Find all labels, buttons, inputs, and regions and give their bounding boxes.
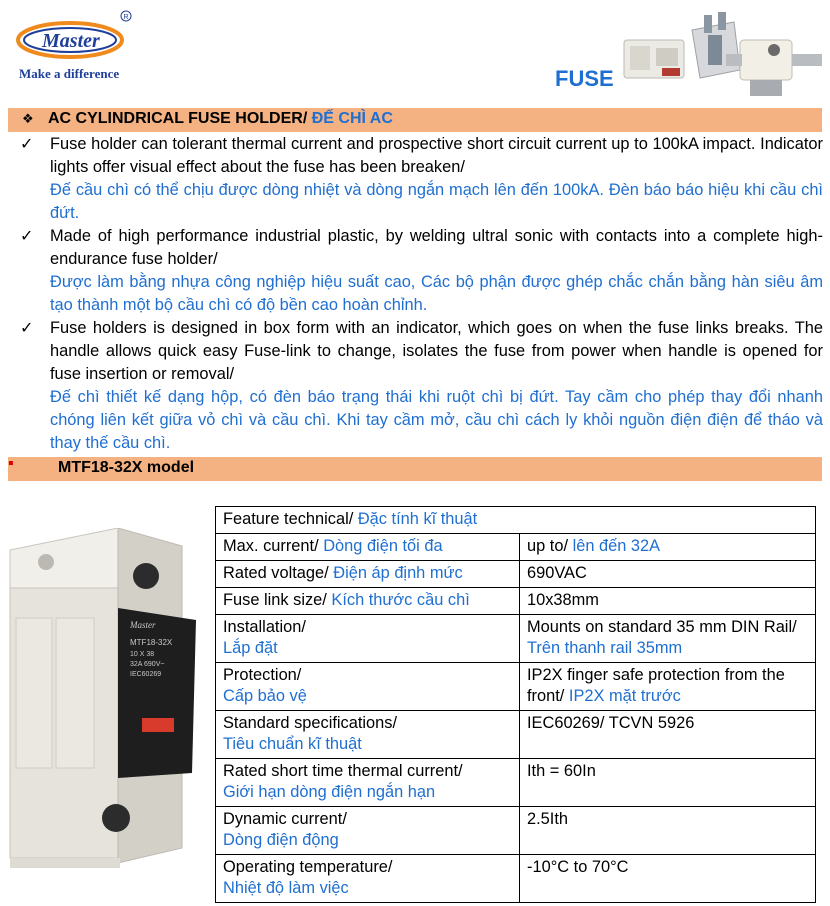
spec-label: [216, 711, 520, 759]
section-title: [48, 110, 393, 128]
fuse-holder-image: [6, 528, 198, 870]
spec-label: [216, 855, 520, 903]
spec-label: [216, 759, 520, 807]
spec-value: [520, 588, 816, 615]
logo-registered-mark: R: [123, 14, 129, 21]
label-en: Max. current/: [223, 537, 324, 555]
feature-text-en: Fuse holder can tolerant thermal current and prospective short circuit current up to 100kA impact. Indicator lights offer visual effect about the fuse has been breaken/: [50, 135, 823, 176]
value-en: Mounts on standard 35 mm DIN Rail/: [527, 618, 797, 636]
category-title: FUSE: [555, 66, 614, 91]
header-vn: Đặc tính kĩ thuật: [357, 510, 478, 528]
spec-value: [520, 615, 816, 663]
value-en: up to/: [527, 537, 573, 555]
value-en: 690VAC: [527, 564, 587, 582]
device-size-label: 10 X 38: [130, 651, 155, 658]
logo-tagline: Make a difference: [19, 66, 120, 81]
value-vn: IP2X mặt trước: [568, 687, 681, 705]
logo-text: Master: [42, 30, 100, 52]
table-row: [216, 711, 816, 759]
label-vn: Điện áp định mức: [333, 564, 463, 582]
table-row: [216, 561, 816, 588]
check-icon: ✓: [20, 136, 34, 153]
table-row: [216, 588, 816, 615]
table-row: [216, 855, 816, 903]
model-header-band: [8, 457, 822, 481]
label-vn: Kích thước cầu chì: [331, 591, 470, 609]
label-en: Standard specifications/: [223, 714, 398, 732]
spec-value: [520, 561, 816, 588]
spec-label: [216, 534, 520, 561]
label-vn: Tiêu chuẩn kĩ thuật: [223, 735, 362, 753]
square-bullet-icon: ▪: [8, 455, 14, 472]
feature-item: [8, 317, 823, 455]
value-en: 10x38mm: [527, 591, 599, 609]
section-header-band: [8, 108, 822, 132]
spec-value: [520, 807, 816, 855]
spec-value: [520, 759, 816, 807]
label-en: Rated voltage/: [223, 564, 334, 582]
table-row: [216, 534, 816, 561]
table-row: [216, 615, 816, 663]
label-en: Protection/: [223, 666, 302, 684]
feature-text-en: Made of high performance industrial plastic, by welding ultral sonic with contacts into a complete high-endurance fuse holder/: [50, 227, 823, 268]
value-vn: Trên thanh rail 35mm: [527, 639, 683, 657]
section-title-en: AC CYLINDRICAL FUSE HOLDER/: [48, 110, 312, 127]
feature-text-vn: Được làm bằng nhựa công nghiệp hiệu suất cao, Các bộ phận được ghép chắc chắn bằng hàn siêu âm tạo thành một bộ cầu chì có độ bền cao hoàn chỉnh.: [50, 273, 823, 314]
table-header-cell: [216, 507, 816, 534]
spec-value: [520, 855, 816, 903]
feature-list: [8, 133, 823, 455]
spec-table: [215, 506, 816, 903]
label-vn: Lắp đặt: [223, 639, 278, 657]
value-en: -10°C to 70°C: [527, 858, 629, 876]
header-en: Feature technical/: [223, 510, 358, 528]
label-vn: Giới hạn dòng điện ngắn hạn: [223, 783, 436, 801]
label-en: Rated short time thermal current/: [223, 762, 463, 780]
label-vn: Dòng điện động: [223, 831, 339, 849]
value-en: IEC60269/ TCVN 5926: [527, 714, 695, 732]
device-rating-label: 32A 690V~: [130, 661, 165, 668]
table-row: [216, 759, 816, 807]
feature-text-vn: Đế cầu chì có thể chịu được dòng nhiệt và dòng ngắn mạch lên đến 100kA. Đèn báo báo hiệu khi cầu chì đứt.: [50, 181, 823, 222]
spec-value: [520, 663, 816, 711]
table-row: [216, 663, 816, 711]
check-icon: ✓: [20, 228, 34, 245]
device-model-label: MTF18-32X: [130, 638, 173, 647]
label-en: Installation/: [223, 618, 306, 636]
diamond-bullet-icon: ❖: [22, 111, 34, 126]
label-en: Fuse link size/: [223, 591, 332, 609]
feature-text-vn: Đế chì thiết kế dạng hộp, có đèn báo trạng thái khi ruột chì bị đứt. Tay cầm cho phép thay đổi nhanh chóng liên kết giữa vỏ chì và cầu chì. Khi tay cầm mở, cầu chì cách ly khỏi nguồn điện điện để tháo và thay thế cầu chì.: [50, 388, 823, 452]
spec-label: [216, 615, 520, 663]
spec-label: [216, 588, 520, 615]
spec-label: [216, 807, 520, 855]
spec-value: [520, 711, 816, 759]
feature-text-en: Fuse holders is designed in box form with an indicator, which goes on when the fuse links breaks. The handle allows quick easy Fuse-link to change, isolates the fuse from power when handle is opened for fuse insertion or removal/: [50, 319, 823, 383]
model-title: MTF18-32X model: [58, 459, 195, 476]
fuse-products-image: [622, 10, 827, 105]
feature-item: [8, 133, 823, 225]
spec-label: [216, 561, 520, 588]
table-header-row: [216, 507, 816, 534]
device-brand-label: Master: [130, 620, 156, 630]
label-en: Operating temperature/: [223, 858, 393, 876]
value-en: 2.5Ith: [527, 810, 569, 828]
spec-value: [520, 534, 816, 561]
label-en: Dynamic current/: [223, 810, 347, 828]
check-icon: ✓: [20, 320, 34, 337]
feature-item: [8, 225, 823, 317]
section-title-vn: ĐẾ CHÌ AC: [311, 110, 393, 127]
value-vn: lên đến 32A: [572, 537, 661, 555]
device-standard-label: IEC60269: [130, 671, 162, 678]
value-en: IP2X finger safe protection from the front/: [527, 666, 785, 705]
label-vn: Cấp bảo vệ: [223, 687, 307, 705]
label-vn: Dòng điện tối đa: [323, 537, 443, 555]
value-en: Ith = 60In: [527, 762, 596, 780]
spec-label: [216, 663, 520, 711]
label-vn: Nhiệt độ làm việc: [223, 879, 349, 897]
table-row: [216, 807, 816, 855]
